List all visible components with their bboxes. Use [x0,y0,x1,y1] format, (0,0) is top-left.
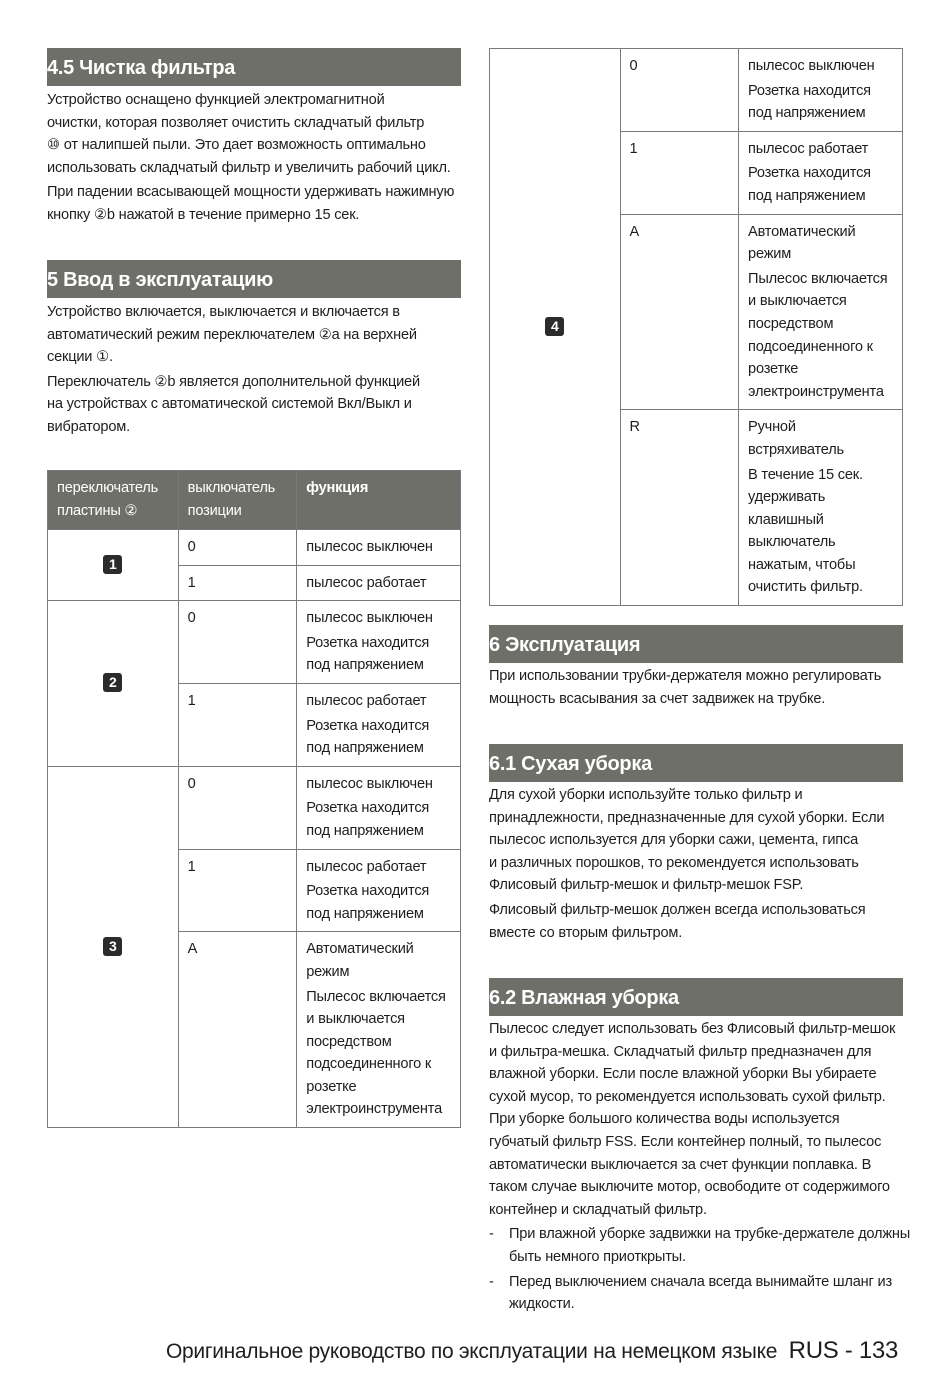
table-row [490,49,903,132]
function-note: Пылесос включается и выключается посредством подсоединенного к розетке электроинструмента [306,988,446,1118]
bullet-dash: - [489,1273,494,1290]
text-line: Флисовый фильтр-мешок и фильтр-мешок FSP. [489,877,804,894]
plate-badge-4: 4 [545,317,564,336]
function-main: пылесос выключен [748,58,875,74]
position-cell: 1 [178,565,297,601]
header-switch-plate: переключатель пластины ② [48,471,179,530]
text-line: При влажной уборке задвижки на трубке-держателе должны [509,1226,911,1243]
position-cell: 0 [178,530,297,566]
text-line: При уборке большого количества воды используется [489,1111,840,1128]
header-function: функция [297,471,461,530]
function-cell [739,131,903,214]
section-5-heading [47,260,461,298]
text-line: кнопку ②b нажатой в течение примерно 15 сек. [47,206,360,223]
function-note: Розетка находится под напряжением [306,800,430,839]
section-6-2-title: 6.2 Влажная уборка [489,987,679,1009]
function-note: Розетка находится под напряжением [748,82,871,122]
text-line: пылесос используется для уборки сажи, цемента, гипса [489,832,859,849]
section-6-2-text [489,1018,909,1316]
text-line: Пылесос следует использовать без Флисовый фильтр-мешок [489,1021,896,1037]
function-main: Ручной встряхиватель [748,419,844,458]
function-note: Розетка находится под напряжением [306,883,430,922]
function-cell [297,932,461,1128]
text-line: мощность всасывания за счет задвижек на трубке. [489,690,826,707]
function-main: пылесос работает [306,692,427,709]
function-cell: пылесос выключен [297,530,461,566]
text-line: и различных порошков, то рекомендуется использовать [489,854,859,871]
function-cell [297,849,461,932]
function-note: Розетка находится под напряжением [306,717,430,757]
function-main: пылесос выключен [306,775,433,792]
plate-cell [48,530,179,601]
position-cell: 0 [178,766,297,849]
table-row [48,601,461,684]
function-note: Розетка находится под напряжением [306,634,430,674]
bullet-dash: - [489,1226,494,1243]
text-line: сухой мусор, то рекомендуется использовать сухой фильтр. [489,1088,886,1105]
text-line: на устройствах с автоматической системой Вкл/Выкл и [47,396,412,413]
switch-function-table [47,470,461,1128]
table-row [48,766,461,849]
function-note: В течение 15 сек. удерживать клавишный выключатель нажатым, чтобы очистить фильтр. [748,466,863,596]
position-cell: A [178,932,297,1128]
section-6-title: 6 Эксплуатация [489,634,641,656]
function-main: Автоматический режим [306,941,414,980]
section-6-heading [489,625,903,663]
text-line: и фильтра-мешка. Складчатый фильтр предназначен для [489,1043,872,1060]
function-cell: пылесос работает [297,565,461,601]
function-main: пылесос работает [306,858,427,875]
position-cell: R [620,410,739,606]
function-main: пылесос выключен [306,610,433,627]
plate-cell [490,49,621,606]
text-line: Устройство оснащено функцией электромагнитной [47,92,385,108]
list-item [489,1223,909,1268]
function-note: Пылесос включается и выключается посредством подсоединенного к розетке электроинструмента [748,270,888,400]
text-line: Переключатель ②b является дополнительной функцией [47,373,420,390]
function-main: Автоматический режим [748,223,856,263]
plate-badge-1: 1 [103,555,122,574]
position-cell: 0 [620,49,739,132]
section-5-title: 5 Ввод в эксплуатацию [47,269,273,291]
section-4-5-title: 4.5 Чистка фильтра [47,57,236,79]
position-cell: 1 [178,849,297,932]
section-5-text [47,301,467,439]
plate-cell [48,766,179,1127]
position-cell: A [620,214,739,410]
list-item [489,1271,909,1316]
page-footer [166,1337,898,1365]
text-line: таком случае выключите мотор, освободите от содержимого [489,1179,890,1196]
section-6-1-text [489,784,909,944]
text-line: вместе со вторым фильтром. [489,924,683,941]
plate-badge-3: 3 [103,937,122,956]
table-row [48,530,461,566]
section-4-5-text [47,89,467,227]
text-line: Для сухой уборки используйте только фильтр и [489,787,803,803]
function-note: Розетка находится под напряжением [748,165,871,204]
text-line: ⑩ от налипшей пыли. Это дает возможность оптимально [47,137,426,154]
text-line: принадлежности, предназначенные для сухой уборки. Если [489,809,885,826]
text-line: При использовании трубки-держателя можно регулировать [489,668,882,684]
text-line: использовать складчатый фильтр и увеличить рабочий цикл. [47,159,451,176]
text-line: автоматический режим переключателем ②a на верхней [47,326,417,343]
section-6-1-heading [489,744,903,782]
page-number: RUS - 133 [788,1337,898,1364]
text-line: быть немного приоткрыты. [509,1248,686,1265]
text-line: При падении всасывающей мощности удерживать нажимную [47,184,455,201]
position-cell: 0 [178,601,297,684]
section-6-1-title: 6.1 Сухая уборка [489,753,652,775]
text-line: жидкости. [509,1296,575,1313]
function-cell [297,766,461,849]
function-cell [739,214,903,410]
plate-badge-2: 2 [103,673,122,692]
function-cell [297,683,461,766]
function-cell [739,49,903,132]
text-line: губчатый фильтр FSS. Если контейнер полный, то пылесос [489,1133,882,1150]
text-line: вибратором. [47,418,130,435]
section-4-5-heading [47,48,461,86]
text-line: Перед выключением сначала всегда вынимайте шланг из [509,1273,892,1290]
plate-cell [48,601,179,767]
text-line: очистки, которая позволяет очистить складчатый фильтр [47,114,425,131]
text-line: секции ①. [47,349,113,366]
section-6-2-heading [489,978,903,1016]
footer-text: Оригинальное руководство по эксплуатации на немецком языке [166,1340,778,1363]
table-header-row [48,471,461,530]
header-switch-position: выключатель позиции [178,471,297,530]
text-line: влажной уборки. Если после влажной уборки Вы убираете [489,1066,877,1083]
text-line: Устройство включается, выключается и включается в [47,304,400,320]
section-6-text [489,665,909,710]
position-cell: 1 [620,131,739,214]
position-cell: 1 [178,683,297,766]
function-cell [739,410,903,606]
function-main: пылесос работает [748,140,869,157]
text-line: Флисовый фильтр-мешок должен всегда использоваться [489,901,866,918]
text-line: автоматически выключается за счет функции поплавка. В [489,1156,872,1173]
text-line: контейнер и складчатый фильтр. [489,1201,707,1218]
function-cell [297,601,461,684]
switch-function-table-continued [489,48,903,606]
